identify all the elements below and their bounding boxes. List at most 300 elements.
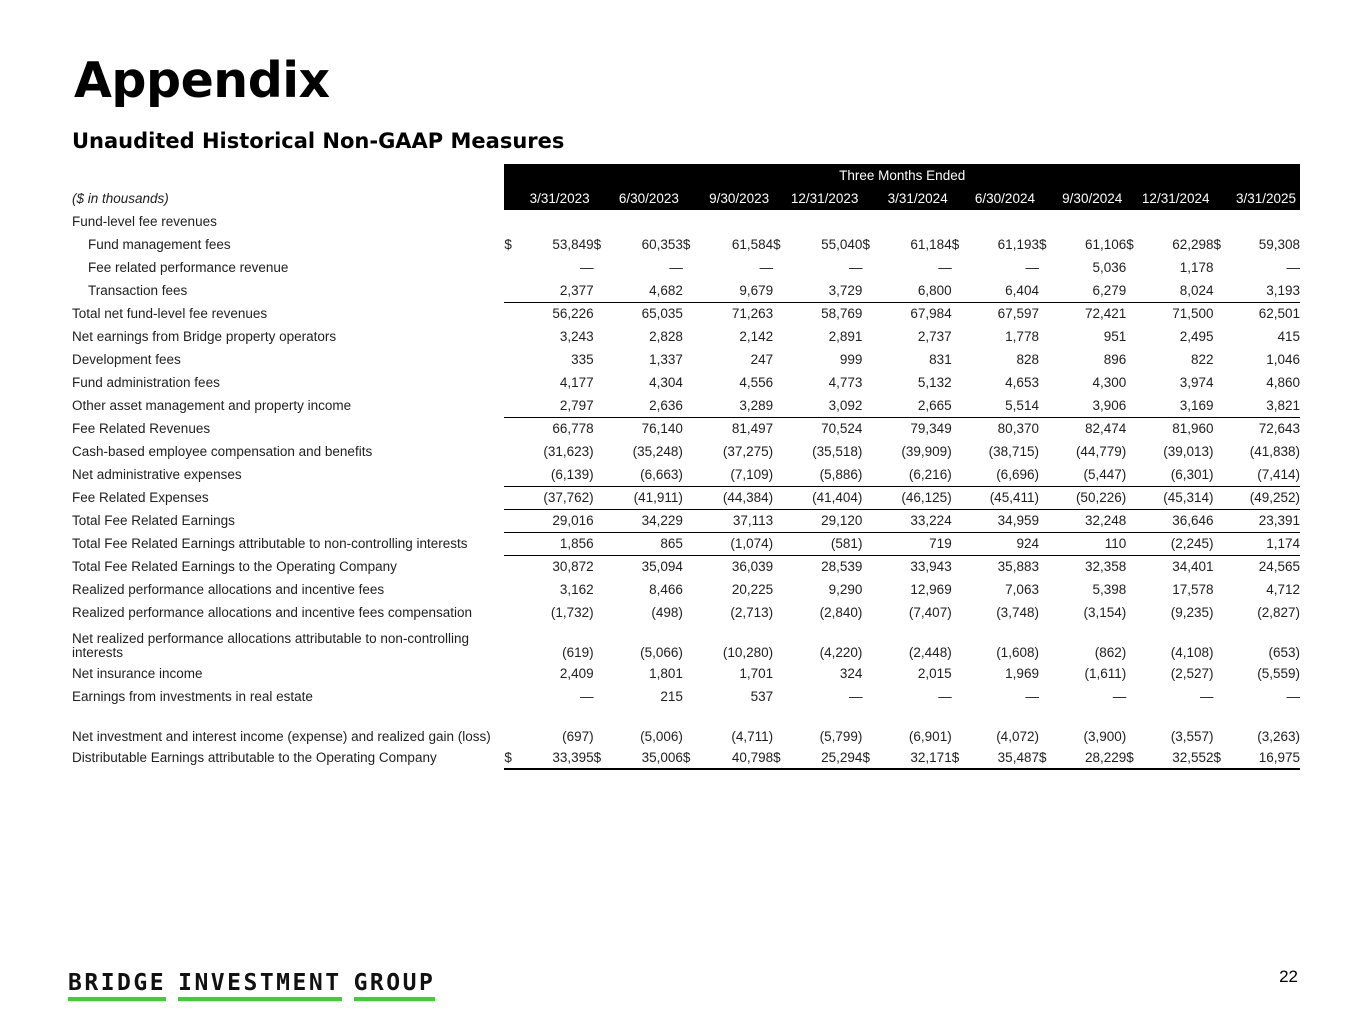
table-row (72, 685, 1300, 708)
currency-symbol (1214, 417, 1227, 440)
currency-symbol (1126, 440, 1139, 463)
currency-symbol: $ (1214, 746, 1227, 769)
currency-symbol (862, 509, 875, 532)
value-cell: 7,063 (1005, 582, 1039, 597)
value-cell: (37,762) (517, 486, 593, 509)
value-cell: (6,139) (517, 463, 593, 486)
currency-symbol (952, 279, 965, 302)
currency-symbol (683, 440, 696, 463)
value-cell: — (938, 689, 952, 704)
value-cell: 32,358 (1084, 559, 1127, 575)
value-cell: 1,969 (1005, 666, 1039, 681)
row-label: Net realized performance allocations attributable to non-controlling interests (72, 631, 469, 660)
value-cell: (35,248) (632, 444, 683, 459)
value-cell (965, 210, 1039, 233)
non-gaap-table (72, 164, 1300, 770)
currency-symbol: $ (1126, 237, 1134, 252)
currency-symbol: $ (1213, 237, 1222, 252)
value-cell: 35,883 (997, 559, 1039, 575)
value-cell: 24,565 (1258, 559, 1300, 575)
value-cell (1139, 210, 1213, 233)
value-cell: — (848, 260, 863, 275)
page-number: 22 (1279, 967, 1298, 986)
currency-symbol (683, 685, 696, 708)
currency-symbol (1214, 394, 1227, 417)
period-header: 3/31/2024 (862, 187, 951, 210)
value-cell: (41,838) (1249, 444, 1300, 459)
table-row (72, 463, 1300, 486)
currency-symbol (1039, 371, 1052, 394)
currency-symbol (773, 348, 786, 371)
value-cell: (2,527) (1170, 666, 1214, 681)
value-cell (1052, 210, 1126, 233)
value-cell: (7,109) (696, 463, 773, 486)
currency-symbol (952, 601, 965, 624)
currency-symbol (773, 708, 786, 746)
currency-symbol (1039, 708, 1052, 746)
value-cell: 924 (965, 532, 1039, 555)
currency-symbol (683, 708, 696, 746)
table-row (72, 532, 1300, 555)
value-cell: 865 (607, 532, 683, 555)
currency-symbol (862, 463, 875, 486)
currency-symbol: $ (862, 237, 870, 252)
bridge-investment-group-logo (68, 970, 447, 1001)
table-row (72, 417, 1300, 440)
value-cell: 3,193 (1227, 279, 1300, 302)
value-cell: — (759, 260, 774, 275)
value-cell: 61,106 (1084, 237, 1127, 252)
value-cell: 4,682 (607, 279, 683, 302)
value-cell: 16,975 (1227, 746, 1300, 769)
table-row (72, 708, 1300, 746)
currency-symbol (952, 685, 965, 708)
row-label: Distributable Earnings attributable to the Operating Company (72, 750, 437, 765)
currency-symbol (773, 509, 786, 532)
currency-symbol (773, 578, 786, 601)
currency-symbol (952, 440, 965, 463)
value-cell: (1,732) (550, 605, 594, 620)
currency-symbol (1214, 578, 1227, 601)
currency-symbol (1039, 440, 1052, 463)
currency-symbol (683, 325, 696, 348)
value-cell: 1,701 (739, 666, 774, 681)
currency-symbol (1039, 662, 1052, 685)
currency-symbol (773, 371, 786, 394)
currency-symbol (1126, 325, 1139, 348)
currency-symbol (773, 210, 786, 233)
value-cell: (10,280) (722, 645, 774, 660)
currency-symbol (504, 325, 517, 348)
currency-symbol (773, 325, 786, 348)
value-cell: 999 (839, 352, 863, 367)
value-cell: (5,006) (640, 729, 683, 744)
currency-symbol (1214, 348, 1227, 371)
currency-symbol (773, 486, 786, 509)
value-cell: 53,849 (552, 237, 594, 252)
value-cell: (4,220) (819, 645, 863, 660)
currency-symbol: $ (951, 237, 960, 252)
value-cell: 5,132 (917, 375, 952, 390)
value-cell: 822 (1190, 352, 1214, 367)
value-cell: (38,715) (988, 444, 1039, 459)
currency-symbol: $ (504, 237, 512, 252)
value-cell: (581) (786, 532, 862, 555)
logo-word: INVESTMENT (178, 970, 341, 1001)
currency-symbol (1214, 624, 1227, 662)
value-cell: 37,113 (696, 509, 773, 532)
value-cell: — (669, 260, 683, 275)
value-cell: 80,370 (997, 421, 1039, 437)
currency-symbol (594, 256, 607, 279)
currency-symbol: $ (682, 237, 691, 252)
currency-symbol (594, 509, 607, 532)
row-label: Fund-level fee revenues (72, 214, 217, 229)
currency-symbol (683, 662, 696, 685)
currency-symbol (773, 624, 786, 662)
currency-symbol (862, 210, 875, 233)
page-subtitle: Unaudited Historical Non-GAAP Measures (72, 129, 565, 153)
currency-symbol (1126, 624, 1139, 662)
currency-symbol (1214, 302, 1227, 325)
value-cell: (41,404) (786, 486, 862, 509)
currency-symbol (1039, 279, 1052, 302)
value-cell: 3,974 (1179, 375, 1214, 390)
currency-symbol (504, 601, 517, 624)
currency-symbol (1126, 509, 1139, 532)
currency-symbol (1039, 394, 1052, 417)
value-cell: (7,414) (1227, 463, 1300, 486)
value-cell: 3,729 (786, 279, 862, 302)
value-cell: (3,263) (1257, 729, 1300, 744)
currency-symbol (504, 394, 517, 417)
value-cell: (44,384) (696, 486, 773, 509)
value-cell: 2,377 (517, 279, 593, 302)
currency-symbol (1126, 532, 1139, 555)
value-cell: 66,778 (552, 421, 594, 437)
value-cell: 2,665 (875, 394, 951, 417)
currency-symbol: $ (1126, 746, 1139, 769)
currency-symbol (594, 371, 607, 394)
value-cell: (5,559) (1257, 666, 1300, 681)
currency-symbol (1039, 256, 1052, 279)
row-label: Net administrative expenses (72, 467, 242, 482)
value-cell: (6,216) (875, 463, 951, 486)
currency-symbol (504, 555, 517, 578)
currency-symbol: $ (683, 746, 696, 769)
logo-word: GROUP (354, 970, 436, 1001)
value-cell: (7,407) (908, 605, 952, 620)
value-cell: (498) (651, 605, 683, 620)
value-cell: 20,225 (731, 582, 774, 597)
currency-symbol (683, 279, 696, 302)
currency-symbol (952, 417, 965, 440)
value-cell: 61,584 (731, 237, 774, 252)
value-cell: 34,959 (965, 509, 1039, 532)
value-cell: 28,229 (1052, 746, 1126, 769)
currency-symbol (862, 662, 875, 685)
currency-symbol (594, 601, 607, 624)
currency-symbol (504, 532, 517, 555)
currency-symbol (683, 417, 696, 440)
value-cell: 1,801 (649, 666, 683, 681)
value-cell: 56,226 (552, 306, 594, 322)
value-cell: 4,300 (1092, 375, 1127, 390)
value-cell: 5,036 (1092, 260, 1127, 275)
value-cell: 30,872 (552, 559, 594, 575)
currency-symbol (1126, 210, 1139, 233)
currency-symbol (862, 578, 875, 601)
currency-symbol (773, 394, 786, 417)
currency-symbol (594, 417, 607, 440)
value-cell: 32,552 (1139, 746, 1213, 769)
value-cell: 247 (750, 352, 774, 367)
currency-symbol (504, 210, 517, 233)
value-cell: — (1200, 689, 1214, 704)
currency-symbol (504, 256, 517, 279)
period-header: 3/31/2023 (504, 187, 593, 210)
value-cell: (4,072) (996, 729, 1039, 744)
currency-symbol (1039, 532, 1052, 555)
page-title: Appendix (74, 52, 330, 109)
currency-symbol (1039, 417, 1052, 440)
value-cell: 67,984 (910, 306, 952, 322)
value-cell (786, 210, 862, 233)
currency-symbol: $ (593, 237, 602, 252)
currency-symbol (504, 486, 517, 509)
currency-symbol (683, 532, 696, 555)
currency-symbol (683, 348, 696, 371)
currency-symbol (1039, 302, 1052, 325)
value-cell: (35,518) (812, 444, 863, 459)
currency-symbol (1039, 486, 1052, 509)
currency-symbol (1126, 708, 1139, 746)
value-cell: 4,860 (1266, 375, 1300, 390)
value-cell: 9,679 (696, 279, 773, 302)
value-cell: 82,474 (1084, 421, 1127, 437)
value-cell: 215 (660, 689, 683, 704)
value-cell: 4,773 (828, 375, 863, 390)
value-cell: 415 (1277, 329, 1300, 344)
table-row (72, 555, 1300, 578)
value-cell: 32,248 (1052, 509, 1126, 532)
currency-symbol (1126, 555, 1139, 578)
currency-symbol (594, 685, 607, 708)
currency-symbol (952, 532, 965, 555)
value-cell: — (848, 689, 863, 704)
currency-symbol (952, 394, 965, 417)
currency-symbol (683, 256, 696, 279)
value-cell (607, 210, 683, 233)
currency-symbol (862, 256, 875, 279)
row-label: Realized performance allocations and incentive fees compensation (72, 605, 472, 620)
row-label: Fund management fees (88, 237, 231, 252)
currency-symbol (862, 279, 875, 302)
value-cell: (1,608) (996, 645, 1039, 660)
currency-symbol (1214, 371, 1227, 394)
row-label: Net insurance income (72, 666, 203, 681)
currency-symbol (683, 486, 696, 509)
currency-symbol (594, 325, 607, 348)
value-cell: 59,308 (1258, 237, 1300, 252)
value-cell: (3,748) (996, 605, 1039, 620)
row-label: Fee Related Expenses (72, 490, 209, 505)
currency-symbol (504, 624, 517, 662)
value-cell: 17,578 (1172, 582, 1214, 597)
currency-symbol (1126, 279, 1139, 302)
currency-symbol (1126, 662, 1139, 685)
value-cell: (3,900) (1083, 729, 1127, 744)
value-cell (875, 210, 951, 233)
value-cell: 4,556 (739, 375, 774, 390)
currency-symbol (1214, 662, 1227, 685)
currency-symbol: $ (504, 746, 517, 769)
value-cell: 70,524 (821, 421, 863, 437)
currency-symbol (952, 509, 965, 532)
value-cell: 110 (1052, 532, 1126, 555)
value-cell: 71,500 (1172, 306, 1214, 322)
value-cell: 28,539 (821, 559, 863, 575)
period-header: 9/30/2023 (683, 187, 773, 210)
currency-symbol (862, 417, 875, 440)
table-row (72, 302, 1300, 325)
value-cell: 71,263 (731, 306, 774, 322)
currency-symbol (1126, 578, 1139, 601)
value-cell: 40,798 (696, 746, 773, 769)
value-cell: (9,235) (1170, 605, 1214, 620)
currency-symbol: $ (773, 237, 781, 252)
currency-symbol (594, 394, 607, 417)
currency-symbol (862, 371, 875, 394)
currency-symbol (1039, 210, 1052, 233)
currency-symbol (683, 302, 696, 325)
currency-symbol (504, 509, 517, 532)
value-cell: 61,193 (997, 237, 1039, 252)
value-cell: 61,184 (910, 237, 952, 252)
value-cell: (4,108) (1170, 645, 1214, 660)
value-cell: 2,495 (1179, 329, 1214, 344)
value-cell: (2,713) (730, 605, 774, 620)
table-row (72, 325, 1300, 348)
currency-symbol (683, 394, 696, 417)
currency-symbol (773, 662, 786, 685)
value-cell: 2,015 (917, 666, 952, 681)
value-cell: — (1025, 689, 1039, 704)
value-cell: — (1025, 260, 1039, 275)
table-row (72, 371, 1300, 394)
currency-symbol (1126, 601, 1139, 624)
row-label: Total Fee Related Earnings (72, 513, 235, 528)
row-label: Total Fee Related Earnings to the Operating Company (72, 559, 397, 574)
value-cell: (5,799) (819, 729, 863, 744)
value-cell: — (580, 689, 594, 704)
currency-symbol (773, 555, 786, 578)
currency-symbol (1214, 440, 1227, 463)
currency-symbol (773, 463, 786, 486)
row-label: Fee related performance revenue (88, 260, 289, 275)
value-cell: 3,243 (559, 329, 594, 344)
row-label: Development fees (72, 352, 181, 367)
value-cell: 3,169 (1139, 394, 1213, 417)
currency-symbol (504, 662, 517, 685)
currency-symbol: $ (952, 746, 965, 769)
currency-symbol (504, 348, 517, 371)
value-cell: 34,229 (607, 509, 683, 532)
table-row (72, 624, 1300, 662)
period-header: 9/30/2024 (1039, 187, 1126, 210)
currency-symbol (683, 555, 696, 578)
value-cell: 67,597 (997, 306, 1039, 322)
table-row (72, 256, 1300, 279)
value-cell: 23,391 (1227, 509, 1300, 532)
currency-symbol (952, 662, 965, 685)
value-cell: 3,289 (696, 394, 773, 417)
value-cell: (50,226) (1052, 486, 1126, 509)
value-cell: (2,245) (1139, 532, 1213, 555)
table-row (72, 394, 1300, 417)
value-cell: 55,040 (821, 237, 863, 252)
row-label: Fund administration fees (72, 375, 220, 390)
value-cell: (31,623) (543, 444, 594, 459)
value-cell: 896 (1103, 352, 1127, 367)
value-cell: (1,074) (696, 532, 773, 555)
value-cell: 35,487 (965, 746, 1039, 769)
value-cell (1227, 210, 1300, 233)
currency-symbol (952, 555, 965, 578)
value-cell: 65,035 (641, 306, 683, 322)
value-cell: 33,224 (875, 509, 951, 532)
value-cell: (46,125) (875, 486, 951, 509)
value-cell: 33,395 (517, 746, 593, 769)
period-header: 12/31/2024 (1126, 187, 1213, 210)
value-cell: 1,046 (1266, 352, 1300, 367)
value-cell: 8,024 (1139, 279, 1213, 302)
value-cell: 719 (875, 532, 951, 555)
value-cell: (2,840) (819, 605, 863, 620)
currency-symbol (1039, 463, 1052, 486)
currency-symbol (773, 601, 786, 624)
currency-symbol (683, 463, 696, 486)
currency-symbol (504, 708, 517, 746)
row-label: Total net fund-level fee revenues (72, 306, 268, 321)
currency-symbol (504, 685, 517, 708)
currency-symbol (1039, 555, 1052, 578)
value-cell: 3,162 (559, 582, 594, 597)
currency-symbol (504, 578, 517, 601)
currency-symbol (862, 601, 875, 624)
currency-symbol (952, 256, 965, 279)
currency-symbol (594, 486, 607, 509)
row-label: Fee Related Revenues (72, 421, 211, 436)
value-cell: — (580, 260, 594, 275)
currency-symbol (504, 302, 517, 325)
currency-symbol (1126, 348, 1139, 371)
value-cell: 831 (929, 352, 952, 367)
currency-symbol (773, 417, 786, 440)
currency-symbol (594, 555, 607, 578)
table-row (72, 210, 1300, 233)
currency-symbol (952, 348, 965, 371)
table-row (72, 279, 1300, 302)
value-cell: (45,314) (1139, 486, 1213, 509)
currency-symbol (594, 348, 607, 371)
currency-symbol (594, 578, 607, 601)
currency-symbol (862, 532, 875, 555)
currency-symbol (952, 708, 965, 746)
currency-symbol (862, 394, 875, 417)
value-cell: 1,778 (1005, 329, 1039, 344)
row-label: Transaction fees (88, 283, 188, 298)
